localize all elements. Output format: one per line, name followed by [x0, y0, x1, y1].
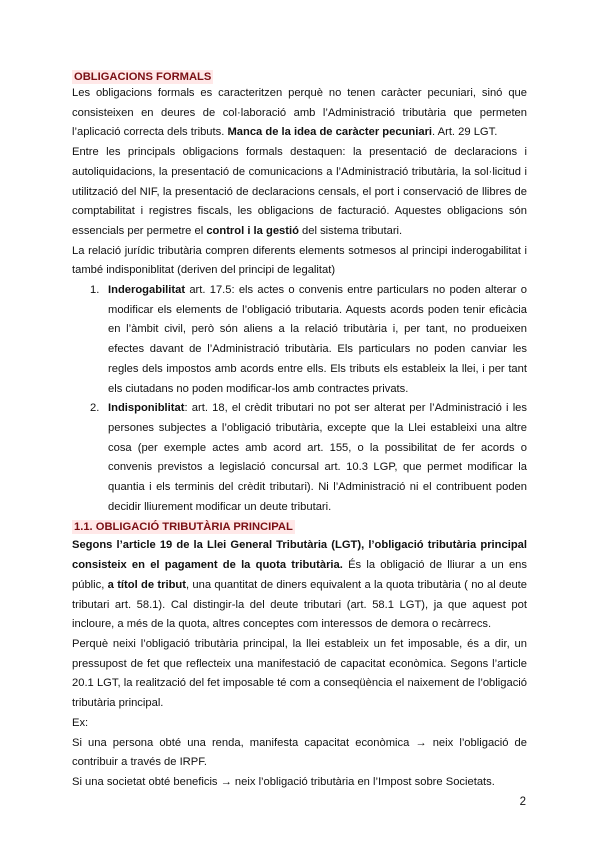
bold-text: Manca de la idea de caràcter pecuniari [227, 126, 433, 139]
bold-text: Segons l’article 19 de la Llei General Tributària (LGT), l’obligació tributària principal consisteix en el pagament de la quota tributària. [72, 539, 527, 572]
text: del sistema tributari. [298, 224, 403, 237]
document-body [72, 70, 527, 793]
paragraph-principals-obligacions [72, 143, 527, 242]
paragraph-example-label: Ex: [72, 716, 89, 729]
text: És la obligació de lliurar a un ens públic, [72, 559, 527, 591]
list-item-title: Inderogabilitat [108, 284, 186, 297]
paragraph-obligacions-formals-definition [72, 84, 527, 143]
list-number: 1. [90, 284, 100, 297]
paragraph-fet-imposable: Perquè neixi l’obligació tributària principal, la llei estableix un fet imposable, és a dir, un pressupost de fet que reflecteix una manifestació de capacitat econòmica. Segons l’article 20.1 LGT, la realització del fet imposable té com a conseqüència el naixement de l’obligació tributària principal. [72, 637, 527, 710]
bold-text: control i la gestió [206, 224, 299, 237]
list-item-indisponiblitat [72, 399, 527, 517]
list-number: 2. [90, 402, 100, 415]
paragraph-article-19 [72, 536, 527, 635]
text: Entre les principals obligacions formals destaquen: la presentació de declaracions i autoliquidacions, la presentació de comunicacions a l’Administració tributària, la sol·licitud i utilització del NIF, la presentació de declaracions censals, el port i conservació de llibres de comptabilitat i registres fiscals, les obligacions de facturació. Aquestes obligacions són essencials per permetre el [72, 146, 527, 237]
section-heading-obligacio-principal: 1.1. OBLIGACIÓ TRIBUTÀRIA PRINCIPAL [74, 521, 293, 534]
list-item-title: Indisponiblitat [108, 402, 185, 415]
bold-text: a títol de tribut [107, 578, 186, 591]
section-heading-obligacions-formals: OBLIGACIONS FORMALS [74, 71, 212, 83]
list-item-text: : art. 18, el crèdit tributari no pot ser alterat per l’Administració i les persones subjectes a l’obligació tributària, excepte que la Llei estableixi una altre cosa (per exemple actes amb acord art. 155, o la possibilitat de fer acords o convenis previstos a legislació concursal art. 10.3 LGP, que permet modificar la quantia i els terminis del crèdit tributari). Ni l’Administració ni el contribuent poden decidir lliurement modificar un deute tributari. [108, 402, 527, 513]
principles-list [72, 281, 527, 517]
paragraph-relacio-juridic: La relació jurídic tributària compren diferents elements sotmesos al principi inderogabilitat i també indisponiblitat (deriven del principi de legalitat) [72, 244, 527, 277]
page-number: 2 [519, 796, 526, 808]
text: , una quantitat de diners equivalent a la quota tributària ( no al deute tributari art. 58.1). Cal distingir-la del deute tributari (art. 58.1 LGT), ja que aquest pot incloure, a més de la quota, altres conceptes com interessos de demora o recàrrecs. [72, 578, 527, 631]
list-item-inderogabilitat [72, 281, 527, 399]
text: Les obligacions formals es caracteritzen perquè no tenen caràcter pecuniari, sinó que consisteixen en deures de col·laboració amb l’Administració tributària que permeten l’aplicació correcta dels tributs. [72, 87, 527, 139]
paragraph-example-societat: Si una societat obté beneficis → neix l’obligació tributària en l’Impost sobre Societats. [72, 775, 495, 788]
list-item-text: art. 17.5: els actes o convenis entre particulars no poden alterar o modificar els elements de l’obligació tributaria. Aquests acords poden tenir eficàcia en l’àmbit civil, però són aliens a la relació tributària i, per tant, no produeixen efectes davant de l’Administració tributària. Els particulars no poden canviar les regles dels impostos amb acords entre ells. Els tributs els estableix la llei, i per tant els ciutadans no poden modificar-los amb contractes privats. [108, 284, 527, 395]
paragraph-example-renda: Si una persona obté una renda, manifesta capacitat econòmica → neix l’obligació de contribuir a través de IRPF. [72, 736, 527, 769]
text: . Art. 29 LGT. [432, 126, 498, 139]
